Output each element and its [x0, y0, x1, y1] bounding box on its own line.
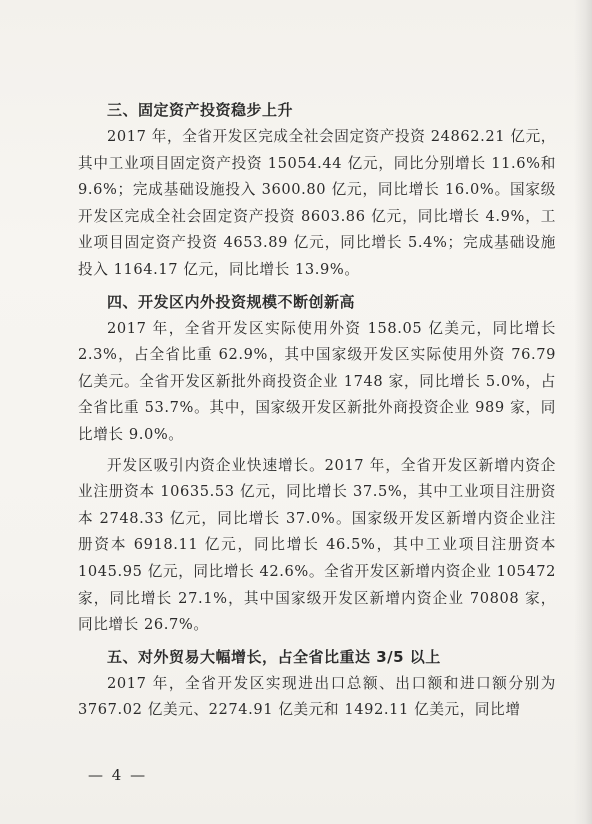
- page-number: — 4 —: [88, 766, 148, 784]
- section-heading-5: 五、对外贸易大幅增长，占全省比重达 3/5 以上: [107, 647, 441, 666]
- page-edge-shadow: [574, 0, 592, 824]
- paragraph-domestic-investment: 开发区吸引内资企业快速增长。2017 年，全省开发区新增内资企业注册资本 10635.53 亿元，同比增长 37.5%，其中工业项目注册资本 2748.33 亿元，同比增长 37.0%。国家级开发区新增内资企业注册资本 6918.11 亿元，同比增长 46.5%，其中工业项目注册资本 1045.95 亿元，同比增长 42.6%。全省开发区新增内资企业 105472 家，同比增长 27.1%，其中国家级开发区新增内资企业 70808 家，同比增长 26.7%。: [78, 456, 556, 634]
- paragraph-foreign-trade: 2017 年，全省开发区实现进出口总额、出口额和进口额分别为 3767.02 亿美元、2274.91 亿美元和 1492.11 亿美元，同比增: [78, 674, 556, 719]
- document-body: [78, 96, 556, 724]
- paragraph-fixed-asset-investment: 2017 年，全省开发区完成全社会固定资产投资 24862.21 亿元，其中工业项目固定资产投资 15054.44 亿元，同比分别增长 11.6%和 9.6%；完成基础设施投入 3600.80 亿元，同比增长 16.0%。国家级开发区完成全社会固定资产投资 8603.86 亿元，同比增长 4.9%，工业项目固定资产投资 4653.89 亿元，同比增长 5.4%；完成基础设施投入 1164.17 亿元，同比增长 13.9%。: [78, 128, 556, 278]
- section-heading-4: 四、开发区内外投资规模不断创新高: [107, 292, 356, 311]
- paragraph-foreign-investment: 2017 年，全省开发区实际使用外资 158.05 亿美元，同比增长 2.3%，占全省比重 62.9%，其中国家级开发区实际使用外资 76.79 亿美元。全省开发区新批外商投资企业 1748 家，同比增长 5.0%，占全省比重 53.7%。其中，国家级开发区新批外商投资企业 989 家，同比增长 9.0%。: [78, 319, 556, 443]
- section-heading-3: 三、固定资产投资稳步上升: [107, 101, 294, 119]
